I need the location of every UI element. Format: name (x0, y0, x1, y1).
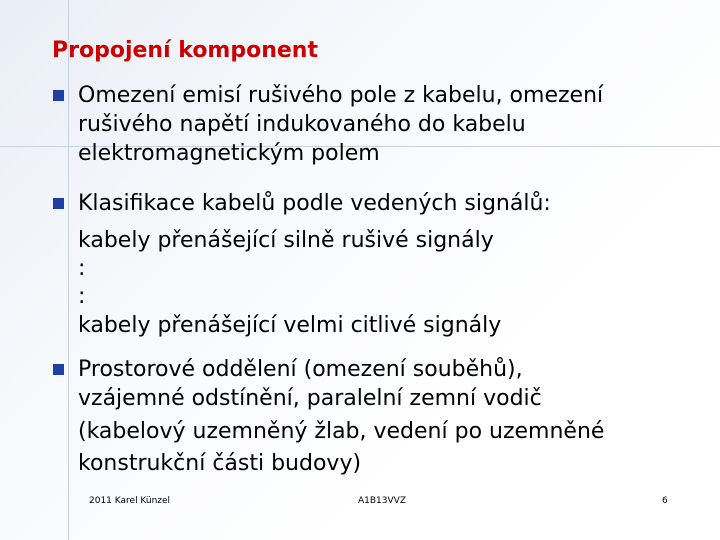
bullet-2-line-5: kabely přenášející velmi citlivé signály (78, 313, 502, 338)
footer-course: A1B13VVZ (358, 496, 406, 506)
bullet-2-line-4: : (78, 284, 86, 309)
bullet-3-line-3: (kabelový uzemněný žlab, vedení po uzemněné (78, 419, 605, 444)
bullet-2-line-2: kabely přenášející silně rušivé signály (78, 228, 494, 253)
bullet-3-line-4: konstrukční části budovy) (78, 451, 362, 476)
bullet-square-icon (53, 90, 64, 101)
bullet-3-line-2: vzájemné odstínění, paralelní zemní vodič (78, 386, 542, 411)
decorative-vertical-line (68, 0, 69, 540)
footer-author: 2011 Karel Künzel (89, 496, 171, 506)
bullet-square-icon (53, 364, 64, 375)
footer-page-number: 6 (662, 496, 668, 506)
bullet-1-line-2: rušivého napětí indukovaného do kabelu (78, 112, 526, 137)
bullet-1-line-1: Omezení emisí rušivého pole z kabelu, omezení (78, 83, 604, 108)
slide-title: Propojení komponent (52, 38, 318, 63)
bullet-square-icon (53, 198, 64, 209)
bullet-3-line-1: Prostorové oddělení (omezení souběhů), (78, 357, 523, 382)
bullet-1-line-3: elektromagnetickým polem (78, 141, 380, 166)
bullet-2-line-1: Klasifikace kabelů podle vedených signálů: (78, 191, 551, 216)
bullet-2-line-3: : (78, 256, 86, 281)
